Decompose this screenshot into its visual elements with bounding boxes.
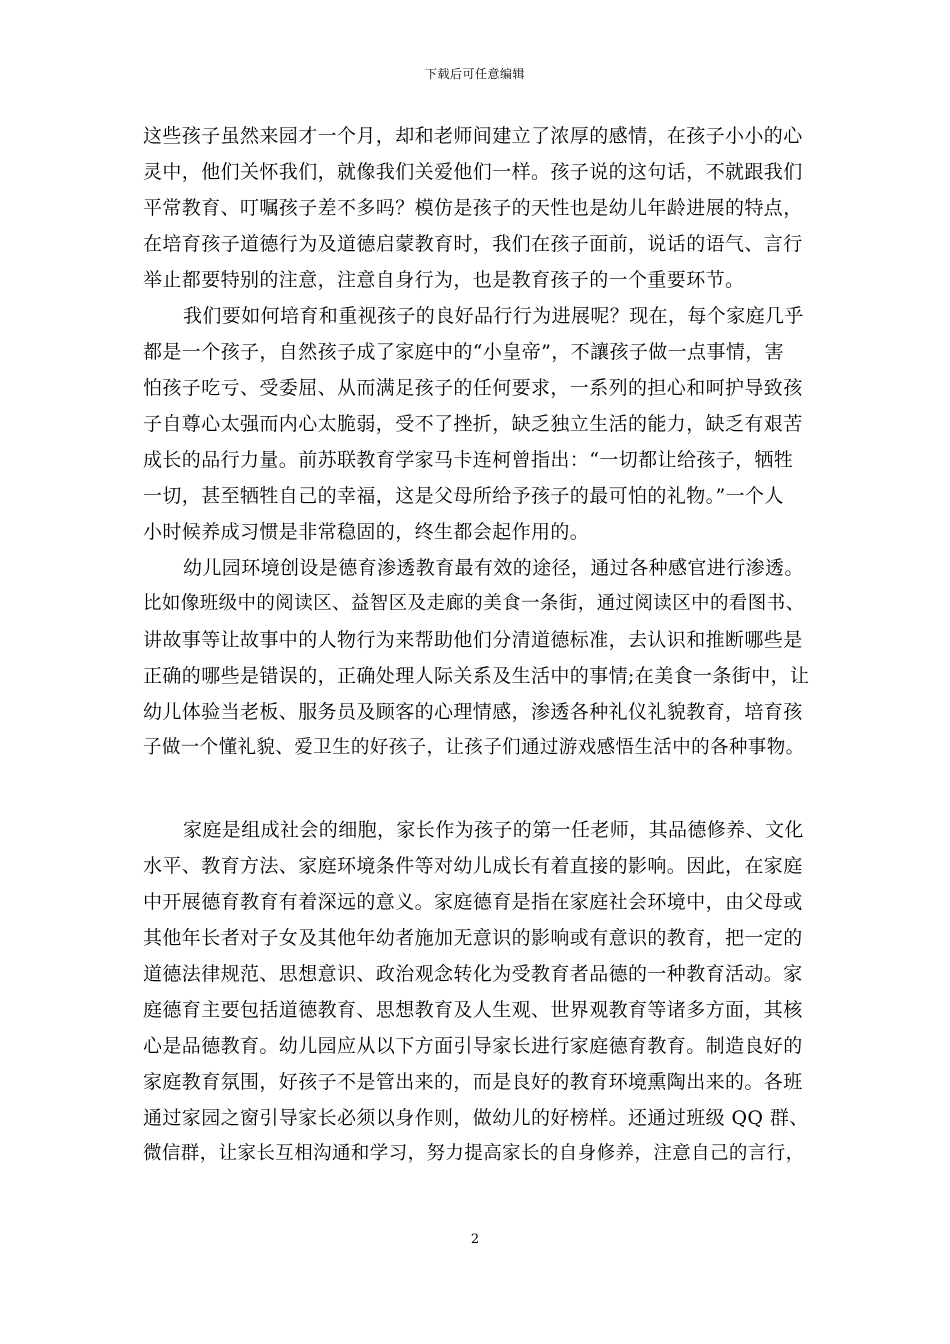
- text-line: 这些孩子虽然来园才一个月，却和老师间建立了浓厚的感情，在孩子小小的心: [143, 125, 803, 147]
- text-line: 在培育孩子道德行为及道德启蒙教育时，我们在孩子面前，说话的语气、言行: [143, 233, 803, 255]
- text-line: 其他年长者对子女及其他年幼者施加无意识的影响或有意识的教育，把一定的: [143, 927, 803, 949]
- text-line: 一切，甚至牺牲自己的幸福，这是父母所给予孩子的最可怕的礼物。”一个人: [143, 485, 784, 507]
- text-line: 正确的哪些是错误的，正确处理人际关系及生活中的事情;在美食一条街中，让: [143, 665, 810, 687]
- text-line: 平常教育、叮嘱孩子差不多吗？模仿是孩子的天性也是幼儿年龄进展的特点，: [143, 197, 803, 219]
- text-line: 微信群，让家长互相沟通和学习，努力提高家长的自身修养，注意自己的言行，: [143, 1143, 805, 1164]
- text-line: 成长的品行力量。前苏联教育学家马卡连柯曾指出：“一切都让给孩子，牺牲: [143, 449, 794, 471]
- paragraph-3: [143, 550, 815, 766]
- text-line: 我们要如何培育和重视孩子的良好品行行为进展呢？现在，每个家庭几乎: [183, 305, 804, 327]
- text-line: 中开展德育教育有着深远的意义。家庭德育是指在家庭社会环境中，由父母或: [143, 891, 803, 913]
- text-line: 幼儿体验当老板、服务员及顾客的心理情感，渗透各种礼仪礼貌教育，培育孩: [143, 701, 803, 723]
- text-line: 家庭教育氛围，好孩子不是管出来的，而是良好的教育环境熏陶出来的。各班: [143, 1071, 803, 1093]
- text-line: 幼儿园环境创设是德育渗透教育最有效的途径，通过各种感官进行渗透。: [183, 557, 804, 579]
- text-line: 小时候养成习惯是非常稳固的，终生都会起作用的。: [143, 521, 590, 543]
- text-line: 通过家园之窗引导家长必须以身作则，做幼儿的好榜样。还通过班级 QQ 群、: [143, 1107, 809, 1129]
- text-line: 庭德育主要包括道德教育、思想教育及人生观、世界观教育等诸多方面，其核: [143, 999, 803, 1021]
- page-number: 2: [470, 1232, 480, 1247]
- text-line: 家庭是组成社会的细胞，家长作为孩子的第一任老师，其品德修养、文化: [183, 819, 804, 841]
- text-line: 子自尊心太强而内心太脆弱，受不了挫折，缺乏独立生活的能力，缺乏有艰苦: [143, 413, 803, 435]
- text-line: 道德法律规范、思想意识、政治观念转化为受教育者品德的一种教育活动。家: [143, 963, 803, 985]
- page-header: 下载后可任意编辑: [424, 67, 525, 81]
- text-line: 子做一个懂礼貌、爱卫生的好孩子，让孩子们通过游戏感悟生活中的各种事物。: [143, 737, 805, 758]
- text-line: 讲故事等让故事中的人物行为来帮助他们分清道德标准，去认识和推断哪些是: [143, 629, 803, 651]
- document-body: [143, 118, 815, 1172]
- paragraph-4: [143, 812, 815, 1172]
- text-line: 灵中，他们关怀我们，就像我们关爱他们一样。孩子说的这句话，不就跟我们: [143, 161, 803, 183]
- paragraph-spacer: [143, 766, 815, 812]
- text-line: 怕孩子吃亏、受委屈、从而满足孩子的任何要求，一系列的担心和呵护导致孩: [143, 377, 803, 399]
- paragraph-2: [143, 298, 815, 550]
- text-line: 水平、教育方法、家庭环境条件等对幼儿成长有着直接的影响。因此，在家庭: [143, 855, 803, 877]
- text-line: 都是一个孩子，自然孩子成了家庭中的“小皇帝”，不讓孩子做一点事情，害: [143, 341, 785, 363]
- text-line: 心是品德教育。幼儿园应从以下方面引导家长进行家庭德育教育。制造良好的: [143, 1035, 803, 1057]
- paragraph-1: [143, 118, 815, 298]
- text-line: 举止都要特别的注意，注意自身行为，也是教育孩子的一个重要环节。: [143, 269, 745, 291]
- text-line: 比如像班级中的阅读区、益智区及走廊的美食一条街，通过阅读区中的看图书、: [143, 593, 805, 614]
